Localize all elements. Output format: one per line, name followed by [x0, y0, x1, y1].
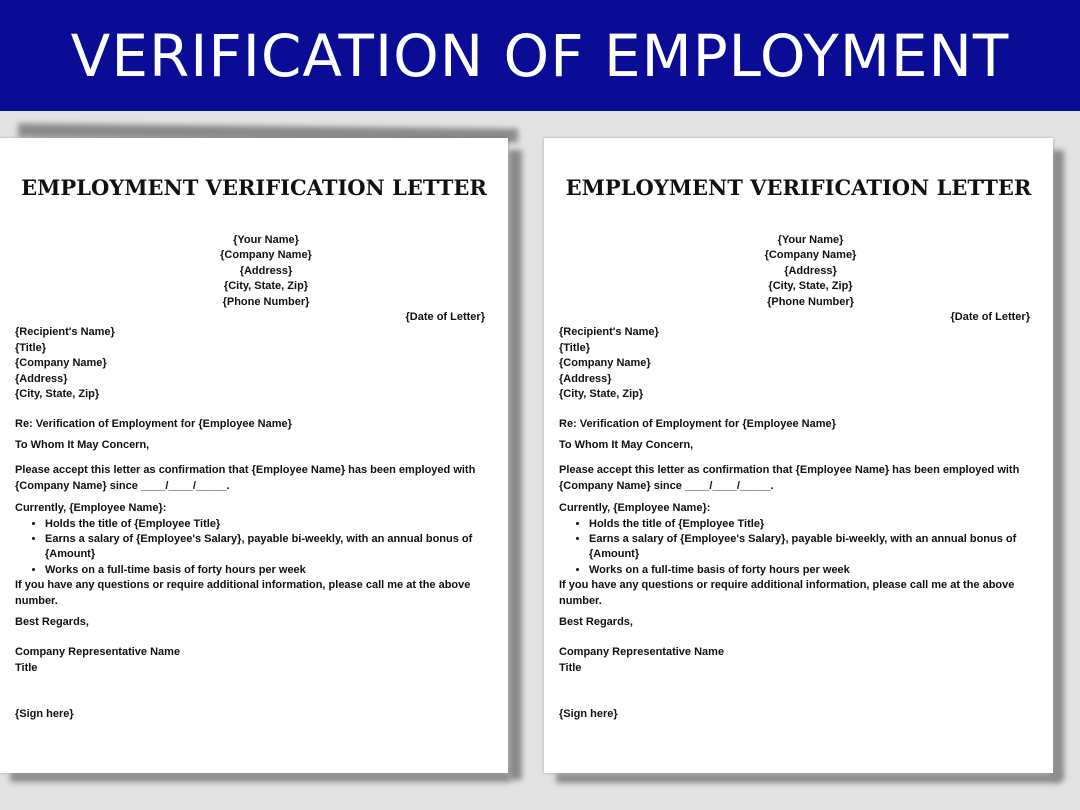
sender-company: {Company Name}: [220, 249, 312, 262]
letter-date: {Date of Letter}: [950, 311, 1030, 324]
list-item: • Holds the title of {Employee Title}: [589, 517, 1030, 532]
list-item: • Holds the title of {Employee Title}: [45, 517, 485, 532]
body-line: Please accept this letter as confirmation that {Employee Name} has been employed with: [559, 464, 1020, 477]
sender-address: {Address}: [784, 264, 837, 277]
letter-title: EMPLOYMENT VERIFICATION LETTER: [21, 175, 487, 200]
details-list: [15, 517, 485, 579]
sender-name: {Your Name}: [777, 234, 844, 246]
body-line: {Company Name} since ____/____/_____.: [559, 479, 774, 492]
rep-name: Company Representative Name: [15, 646, 181, 659]
page-shadow: [1052, 150, 1064, 780]
rep-name: Company Representative Name: [559, 646, 725, 659]
sender-phone: {Phone Number}: [767, 295, 854, 308]
salutation: To Whom It May Concern,: [559, 438, 694, 451]
list-item: • Works on a full-time basis of forty hours per week: [589, 563, 1030, 578]
salutation: To Whom It May Concern,: [15, 438, 150, 451]
letter-title: EMPLOYMENT VERIFICATION LETTER: [565, 175, 1032, 200]
recipient-address: {Address}: [15, 372, 68, 385]
rep-title: Title: [559, 661, 582, 674]
closing-paragraph: If you have any questions or require additional information, please call me at the above number.: [559, 579, 1015, 607]
list-item: • Earns a salary of {Employee's Salary}, payable bi-weekly, with an annual bonus of {Amount}: [589, 532, 1030, 563]
regards: Best Regards,: [559, 615, 633, 628]
list-item: • Works on a full-time basis of forty hours per week: [45, 563, 485, 578]
closing-paragraph: If you have any questions or require additional information, please call me at the above number.: [15, 579, 471, 607]
currently-line: Currently, {Employee Name}:: [15, 502, 167, 515]
regards: Best Regards,: [15, 615, 89, 628]
banner: [0, 0, 1080, 111]
list-item: • Earns a salary of {Employee's Salary}, payable bi-weekly, with an annual bonus of {Amount}: [45, 532, 485, 563]
sender-phone: {Phone Number}: [222, 295, 310, 308]
re-line: Re: Verification of Employment for {Employee Name}: [559, 418, 836, 431]
body-line: {Company Name} since ____/____/_____.: [15, 479, 230, 492]
letter-page-right: [544, 138, 1053, 773]
sender-block: [15, 233, 485, 310]
re-line: Re: Verification of Employment for {Employee Name}: [15, 418, 292, 431]
letter-body: [15, 233, 485, 723]
recipient-company: {Company Name}: [559, 357, 651, 370]
currently-line: Currently, {Employee Name}:: [559, 502, 711, 515]
letter-date: {Date of Letter}: [405, 311, 485, 324]
recipient-city: {City, State, Zip}: [15, 388, 100, 401]
recipient-title: {Title}: [559, 341, 590, 354]
letter-page-left: [0, 138, 508, 773]
recipient-city: {City, State, Zip}: [559, 388, 644, 401]
rep-title: Title: [15, 661, 38, 674]
page-shadow: [556, 773, 1061, 783]
sender-city: {City, State, Zip}: [768, 280, 853, 293]
recipient-title: {Title}: [15, 341, 46, 354]
page-shadow: [10, 772, 510, 782]
details-list: [559, 517, 1030, 579]
page-shadow: [508, 150, 522, 780]
banner-title: VERIFICATION OF EMPLOYMENT: [70, 21, 1010, 90]
sender-city: {City, State, Zip}: [223, 280, 309, 293]
signature-placeholder: {Sign here}: [559, 708, 618, 721]
letter-body: [559, 233, 1030, 723]
recipient-address: {Address}: [559, 372, 612, 385]
recipient-name: {Recipient's Name}: [559, 326, 659, 339]
sender-address: {Address}: [239, 264, 293, 277]
recipient-block: [15, 325, 485, 402]
signature-placeholder: {Sign here}: [15, 708, 74, 721]
sender-name: {Your Name}: [233, 234, 299, 246]
recipient-block: [559, 325, 1030, 402]
sender-company: {Company Name}: [764, 249, 857, 262]
sender-block: [559, 233, 1030, 310]
recipient-company: {Company Name}: [15, 357, 107, 370]
body-line: Please accept this letter as confirmation that {Employee Name} has been employed with: [15, 464, 476, 477]
recipient-name: {Recipient's Name}: [15, 326, 115, 339]
